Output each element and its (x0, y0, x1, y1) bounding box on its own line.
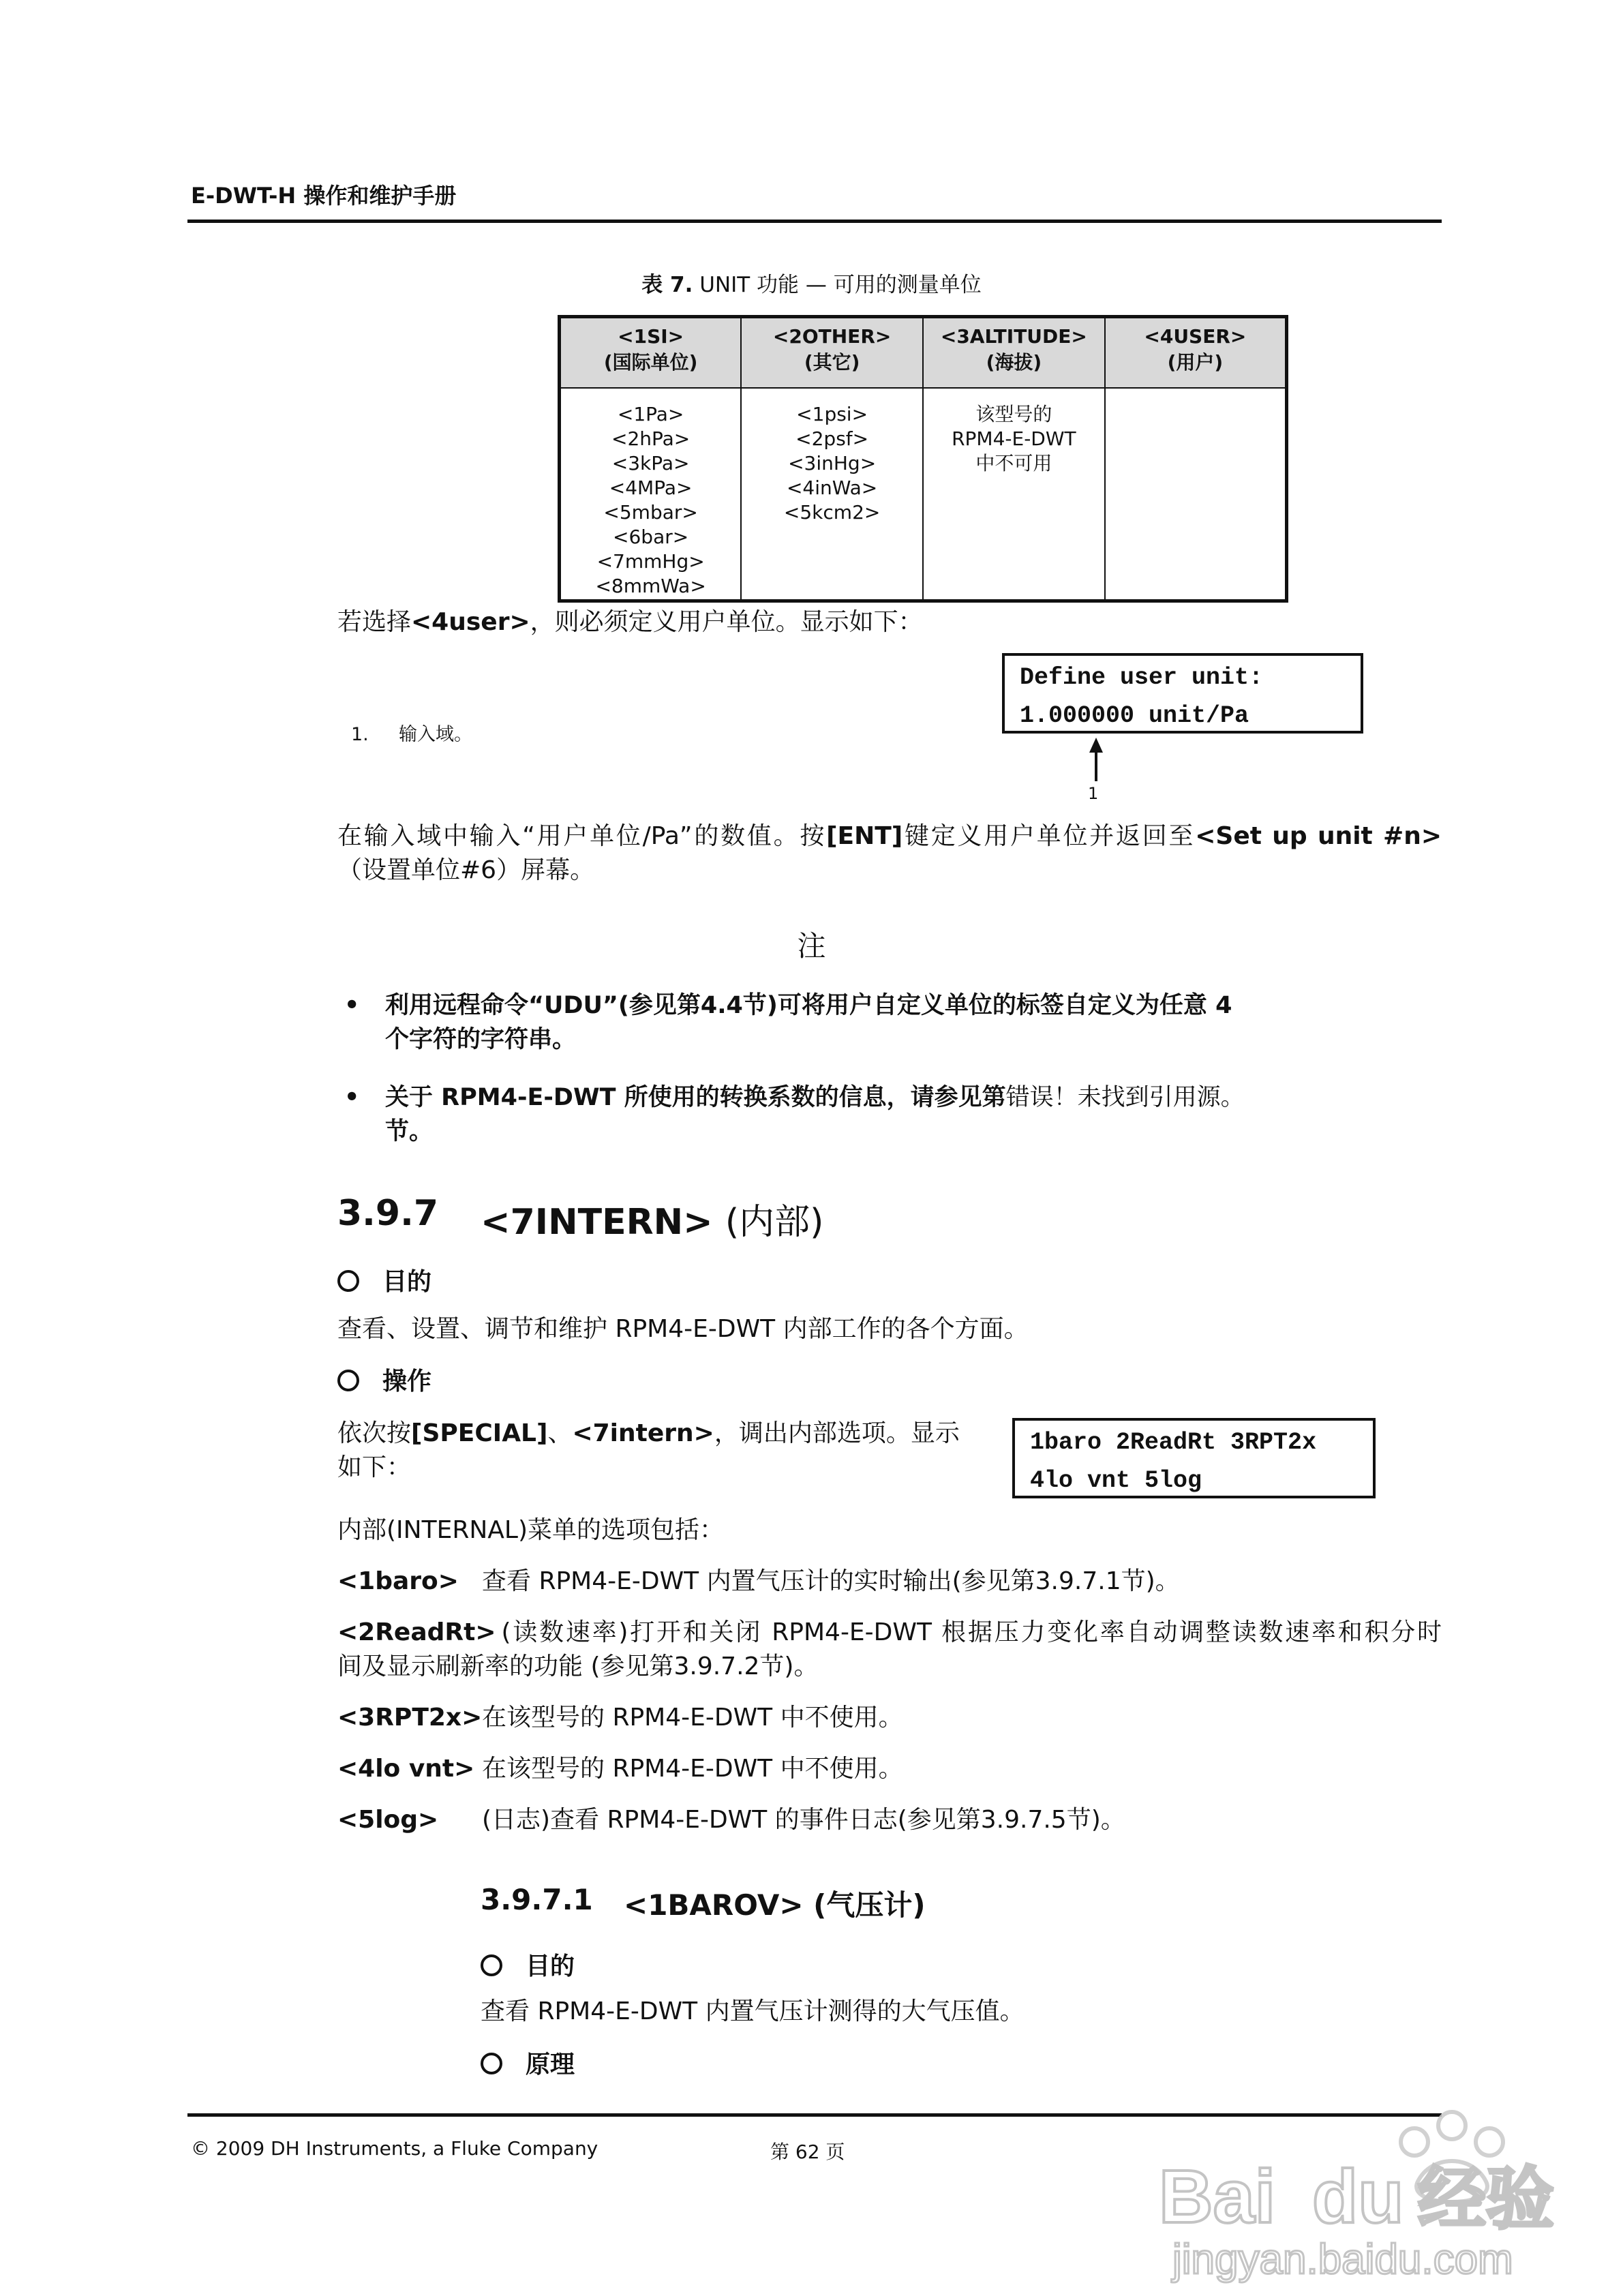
heading-text: 目的 (526, 1952, 575, 1980)
key-text: <Set up unit #n> (1195, 822, 1442, 850)
altitude-cell (923, 388, 1105, 601)
menu-key: <4lo vnt> (337, 1755, 475, 1783)
entry-paragraph (337, 819, 1442, 888)
col-header-user (1105, 317, 1287, 389)
menu-key: <2ReadRt> (337, 1618, 496, 1646)
menu-key: <3RPT2x> (337, 1704, 483, 1732)
list-item: <3kPa> (611, 452, 690, 474)
col-name: (其它) (804, 351, 860, 374)
section-code: <1BAROV> (624, 1888, 804, 1922)
callout-text: 输入域。 (399, 724, 472, 745)
svg-text:du: du (1312, 2155, 1404, 2239)
bullet-icon: • (344, 1084, 360, 1111)
operation-heading (337, 1362, 431, 1397)
menu-line-1 (337, 1616, 1442, 1650)
circle-bullet-icon (481, 2053, 502, 2074)
section-name: (内部) (725, 1202, 824, 1243)
list-item: <2hPa> (611, 427, 691, 450)
menu-desc: 间及显示刷新率的功能 (参见第3.9.7.2节)。 (337, 1652, 819, 1680)
key-text: <7intern> (572, 1419, 714, 1447)
section-number: 3.9.7.1 (481, 1883, 593, 1916)
col-name: (海拔) (986, 351, 1042, 374)
list-item: 中不可用 (975, 452, 1052, 474)
col-name: (国际单位) (603, 351, 698, 374)
menu-item-lo-vnt (337, 1752, 1442, 1786)
callout-legend (351, 719, 472, 746)
text: 、 (547, 1419, 573, 1447)
entry-line-2: （设置单位#6）屏幕。 (337, 856, 595, 884)
menu-desc: 在该型号的 RPM4-E-DWT 中不使用。 (482, 1704, 903, 1732)
col-header-altitude (923, 317, 1105, 389)
table-caption (0, 267, 1623, 298)
list-item: <4MPa> (609, 477, 693, 499)
lcd-line-1: 1baro 2ReadRt 3RPT2x (1030, 1429, 1317, 1456)
bullet-icon: • (344, 992, 360, 1019)
list-item: <3inHg> (788, 452, 877, 474)
user-cell (1105, 388, 1287, 601)
unit-table (558, 315, 1288, 603)
list-item: RPM4-E-DWT (952, 427, 1076, 450)
svg-text:经验: 经验 (1418, 2159, 1554, 2239)
list-item: 该型号的 (975, 403, 1052, 425)
col-header-other (741, 317, 923, 389)
svg-text:jingyan.baidu.com: jingyan.baidu.com (1172, 2236, 1513, 2283)
heading-text: 操作 (382, 1368, 432, 1395)
note-bullet-1 (344, 988, 1339, 1057)
table-caption-number: 表 7. (641, 273, 693, 297)
entry-line-1 (337, 819, 1442, 854)
bullet-text: 利用远程命令“UDU”(参见第4.4节)可将用户自定义单位的标签自定义为任意 4 (385, 992, 1232, 1019)
list-item: <1psi> (796, 403, 868, 425)
svg-text:Bai: Bai (1159, 2155, 1276, 2239)
callout-number: 1. (351, 724, 369, 745)
menu-desc: 在该型号的 RPM4-E-DWT 中不使用。 (482, 1755, 903, 1783)
table-caption-text: UNIT 功能 — 可用的测量单位 (699, 273, 982, 297)
circle-bullet-icon (337, 1370, 359, 1391)
lcd-line-2: 4lo vnt 5log (1030, 1467, 1202, 1494)
sub-purpose-text: 查看 RPM4-E-DWT 内置气压计测得的大气压值。 (481, 1997, 1025, 2025)
col-code: <3ALTITUDE> (940, 325, 1087, 348)
menu-key: <5log> (337, 1806, 439, 1834)
menu-desc: (日志)查看 RPM4-E-DWT 的事件日志(参见第3.9.7.5节)。 (482, 1806, 1125, 1834)
si-units-cell (560, 388, 742, 601)
menu-key: <1baro> (337, 1567, 459, 1595)
menu-desc: (读数速率)打开和关闭 RPM4-E-DWT 根据压力变化率自动调整读数速率和积分时 (501, 1618, 1442, 1646)
lcd-line-2: 1.000000 unit/Pa (1020, 702, 1249, 729)
footer-copyright: © 2009 DH Instruments, a Fluke Company (191, 2137, 598, 2160)
list-item: <6bar> (613, 526, 689, 548)
note-title: 注 (797, 929, 826, 963)
table-body-row (560, 388, 1287, 601)
list-item: <4inWa> (786, 477, 878, 499)
list-item: <5kcm2> (783, 501, 881, 524)
sub-purpose-heading (481, 1947, 575, 1982)
header-title: E-DWT-H 操作和维护手册 (191, 183, 457, 209)
col-name: (用户) (1167, 351, 1224, 374)
bullet-text: 个字符的字符串。 (385, 1026, 577, 1053)
note-bullet-2 (344, 1081, 1408, 1149)
text: 若选择 (337, 608, 412, 636)
reference-error-text: 错误！未找到引用源。 (1005, 1084, 1245, 1111)
key-text: [ENT] (826, 822, 903, 850)
baidu-watermark-logo (1132, 2079, 1575, 2284)
operation-paragraph (337, 1417, 992, 1485)
section-number: 3.9.7 (337, 1193, 439, 1234)
bullet-text: 节。 (385, 1118, 434, 1145)
text: 如下： (337, 1453, 412, 1481)
list-item: <2psf> (795, 427, 869, 450)
list-item: <1Pa> (617, 403, 684, 425)
footer-page-number: 第 62 页 (770, 2141, 845, 2163)
text: 键定义用户单位并返回至 (902, 822, 1196, 850)
lcd-line-1: Define user unit: (1020, 664, 1264, 691)
col-header-si (560, 317, 742, 389)
section-name: (气压计) (813, 1888, 926, 1922)
purpose-text: 查看、设置、调节和维护 RPM4-E-DWT 内部工作的各个方面。 (337, 1315, 1029, 1343)
lcd-display-user-unit (1002, 653, 1363, 734)
menu-item-readrt (337, 1616, 1442, 1684)
user-unit-paragraph (337, 605, 923, 639)
principle-heading (481, 2045, 575, 2080)
key-text: [SPECIAL] (411, 1419, 548, 1447)
section-heading-3-9-7-1 (481, 1883, 926, 1922)
circle-bullet-icon (481, 1954, 502, 1976)
text: ，调出内部选项。显示 (714, 1419, 960, 1447)
heading-text: 原理 (526, 2051, 575, 2079)
list-item: <5mbar> (603, 501, 698, 524)
purpose-heading (337, 1263, 431, 1297)
table-header-row (560, 317, 1287, 389)
menu-item-rpt2x (337, 1701, 1442, 1735)
header-rule (187, 220, 1442, 223)
list-item: <7mmHg> (596, 550, 705, 573)
section-heading-3-9-7 (337, 1193, 824, 1243)
circle-bullet-icon (337, 1270, 359, 1292)
section-code: <7INTERN> (481, 1202, 713, 1243)
arrow-label: 1 (1088, 784, 1099, 803)
bullet-text: 关于 RPM4-E-DWT 所使用的转换系数的信息，请参见第 (385, 1084, 1006, 1111)
key-text: <4user> (411, 608, 530, 636)
text: ，则必须定义用户单位。显示如下： (530, 608, 923, 636)
text: 在输入域中输入“用户单位/Pa”的数值。按 (337, 822, 827, 850)
heading-text: 目的 (382, 1268, 432, 1296)
menu-item-baro (337, 1565, 1442, 1599)
menu-desc: 查看 RPM4-E-DWT 内置气压计的实时输出(参见第3.9.7.1节)。 (482, 1567, 1180, 1595)
menu-item-log (337, 1803, 1442, 1837)
menu-intro: 内部(INTERNAL)菜单的选项包括： (337, 1516, 725, 1544)
col-code: <1SI> (618, 325, 684, 348)
col-code: <2OTHER> (772, 325, 892, 348)
list-item: <8mmWa> (595, 575, 706, 597)
text: 依次按 (337, 1419, 412, 1447)
lcd-display-intern (1012, 1418, 1376, 1498)
other-units-cell (741, 388, 923, 601)
col-code: <4USER> (1144, 325, 1247, 348)
